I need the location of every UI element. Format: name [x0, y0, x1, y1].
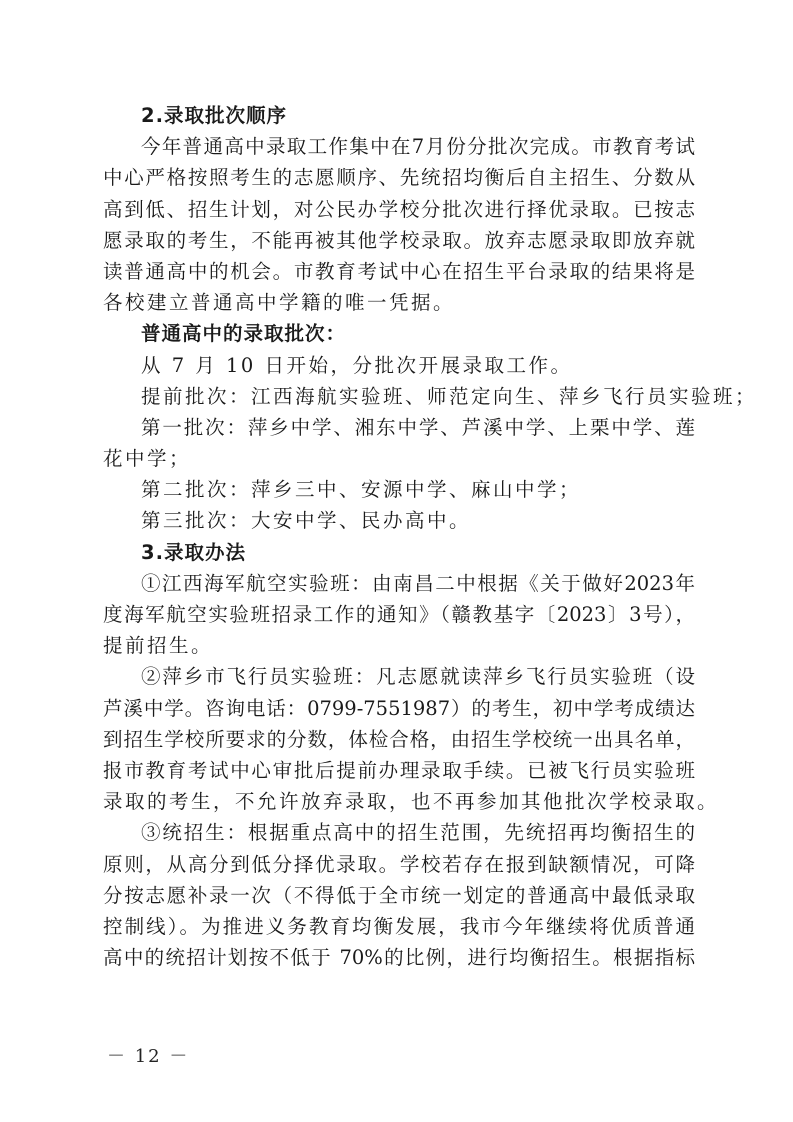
item2-line: 报市教育考试中心审批后提前办理录取手续。已被飞行员实验班 [103, 758, 695, 782]
item3-line: 原则，从高分到低分择优录取。学校若存在报到缺额情况，可降 [103, 852, 695, 876]
paragraph-line: 读普通高中的机会。市教育考试中心在招生平台录取的结果将是 [103, 259, 695, 283]
document-page [103, 100, 758, 973]
admission-batches-subheading: 普通高中的录取批次： [141, 322, 347, 346]
item1-line: ①江西海军航空实验班：由南昌二中根据《关于做好2023年 [141, 571, 695, 595]
page-number: － 12 － [107, 1046, 190, 1067]
batch-second: 第二批次：萍乡三中、安源中学、麻山中学； [141, 478, 582, 502]
item3-line: 分按志愿补录一次（不得低于全市统一划定的普通高中最低录取 [103, 883, 695, 907]
batch-first: 第一批次：萍乡中学、湘东中学、芦溪中学、上栗中学、莲 [141, 415, 695, 439]
paragraph-line: 愿录取的考生，不能再被其他学校录取。放弃志愿录取即放弃就 [103, 228, 695, 252]
paragraph-line: 高到低、招生计划，对公民办学校分批次进行择优录取。已按志 [103, 197, 695, 221]
item2-line: 到招生学校所要求的分数，体检合格，由招生学校统一出具名单， [103, 727, 695, 751]
item1-line: 提前招生。 [103, 634, 214, 658]
batch-early: 提前批次：江西海航实验班、师范定向生、萍乡飞行员实验班； [141, 384, 758, 408]
paragraph-line: 各校建立普通高中学籍的唯一凭据。 [103, 291, 456, 315]
paragraph-line: 今年普通高中录取工作集中在7月份分批次完成。市教育考试 [141, 135, 695, 159]
item3-line: ③统招生：根据重点高中的招生范围，先统招再均衡招生的 [141, 821, 695, 845]
paragraph-line: 中心严格按照考生的志愿顺序、先统招均衡后自主招生、分数从 [103, 166, 695, 190]
section-3-heading: 3.录取办法 [141, 540, 246, 564]
item2-line: 芦溪中学。咨询电话：0799-7551987）的考生，初中学考成绩达 [103, 696, 695, 720]
item2-line: 录取的考生，不允许放弃录取，也不再参加其他批次学校录取。 [103, 790, 720, 814]
item3-line: 控制线）。为推进义务教育均衡发展，我市今年继续将优质普通 [103, 914, 695, 938]
batch-first-cont: 花中学； [103, 447, 192, 471]
start-date-line: 从 7 月 10 日开始，分批次开展录取工作。 [141, 353, 573, 377]
item2-line: ②萍乡市飞行员实验班：凡志愿就读萍乡飞行员实验班（设 [141, 665, 695, 689]
item3-line: 高中的统招计划按不低于 70%的比例，进行均衡招生。根据指标 [103, 946, 695, 970]
batch-third: 第三批次：大安中学、民办高中。 [141, 509, 472, 533]
section-2-heading: 2.录取批次顺序 [141, 104, 287, 127]
item1-line: 度海军航空实验班招录工作的通知》（赣教基字〔2023〕3号）， [103, 603, 695, 626]
